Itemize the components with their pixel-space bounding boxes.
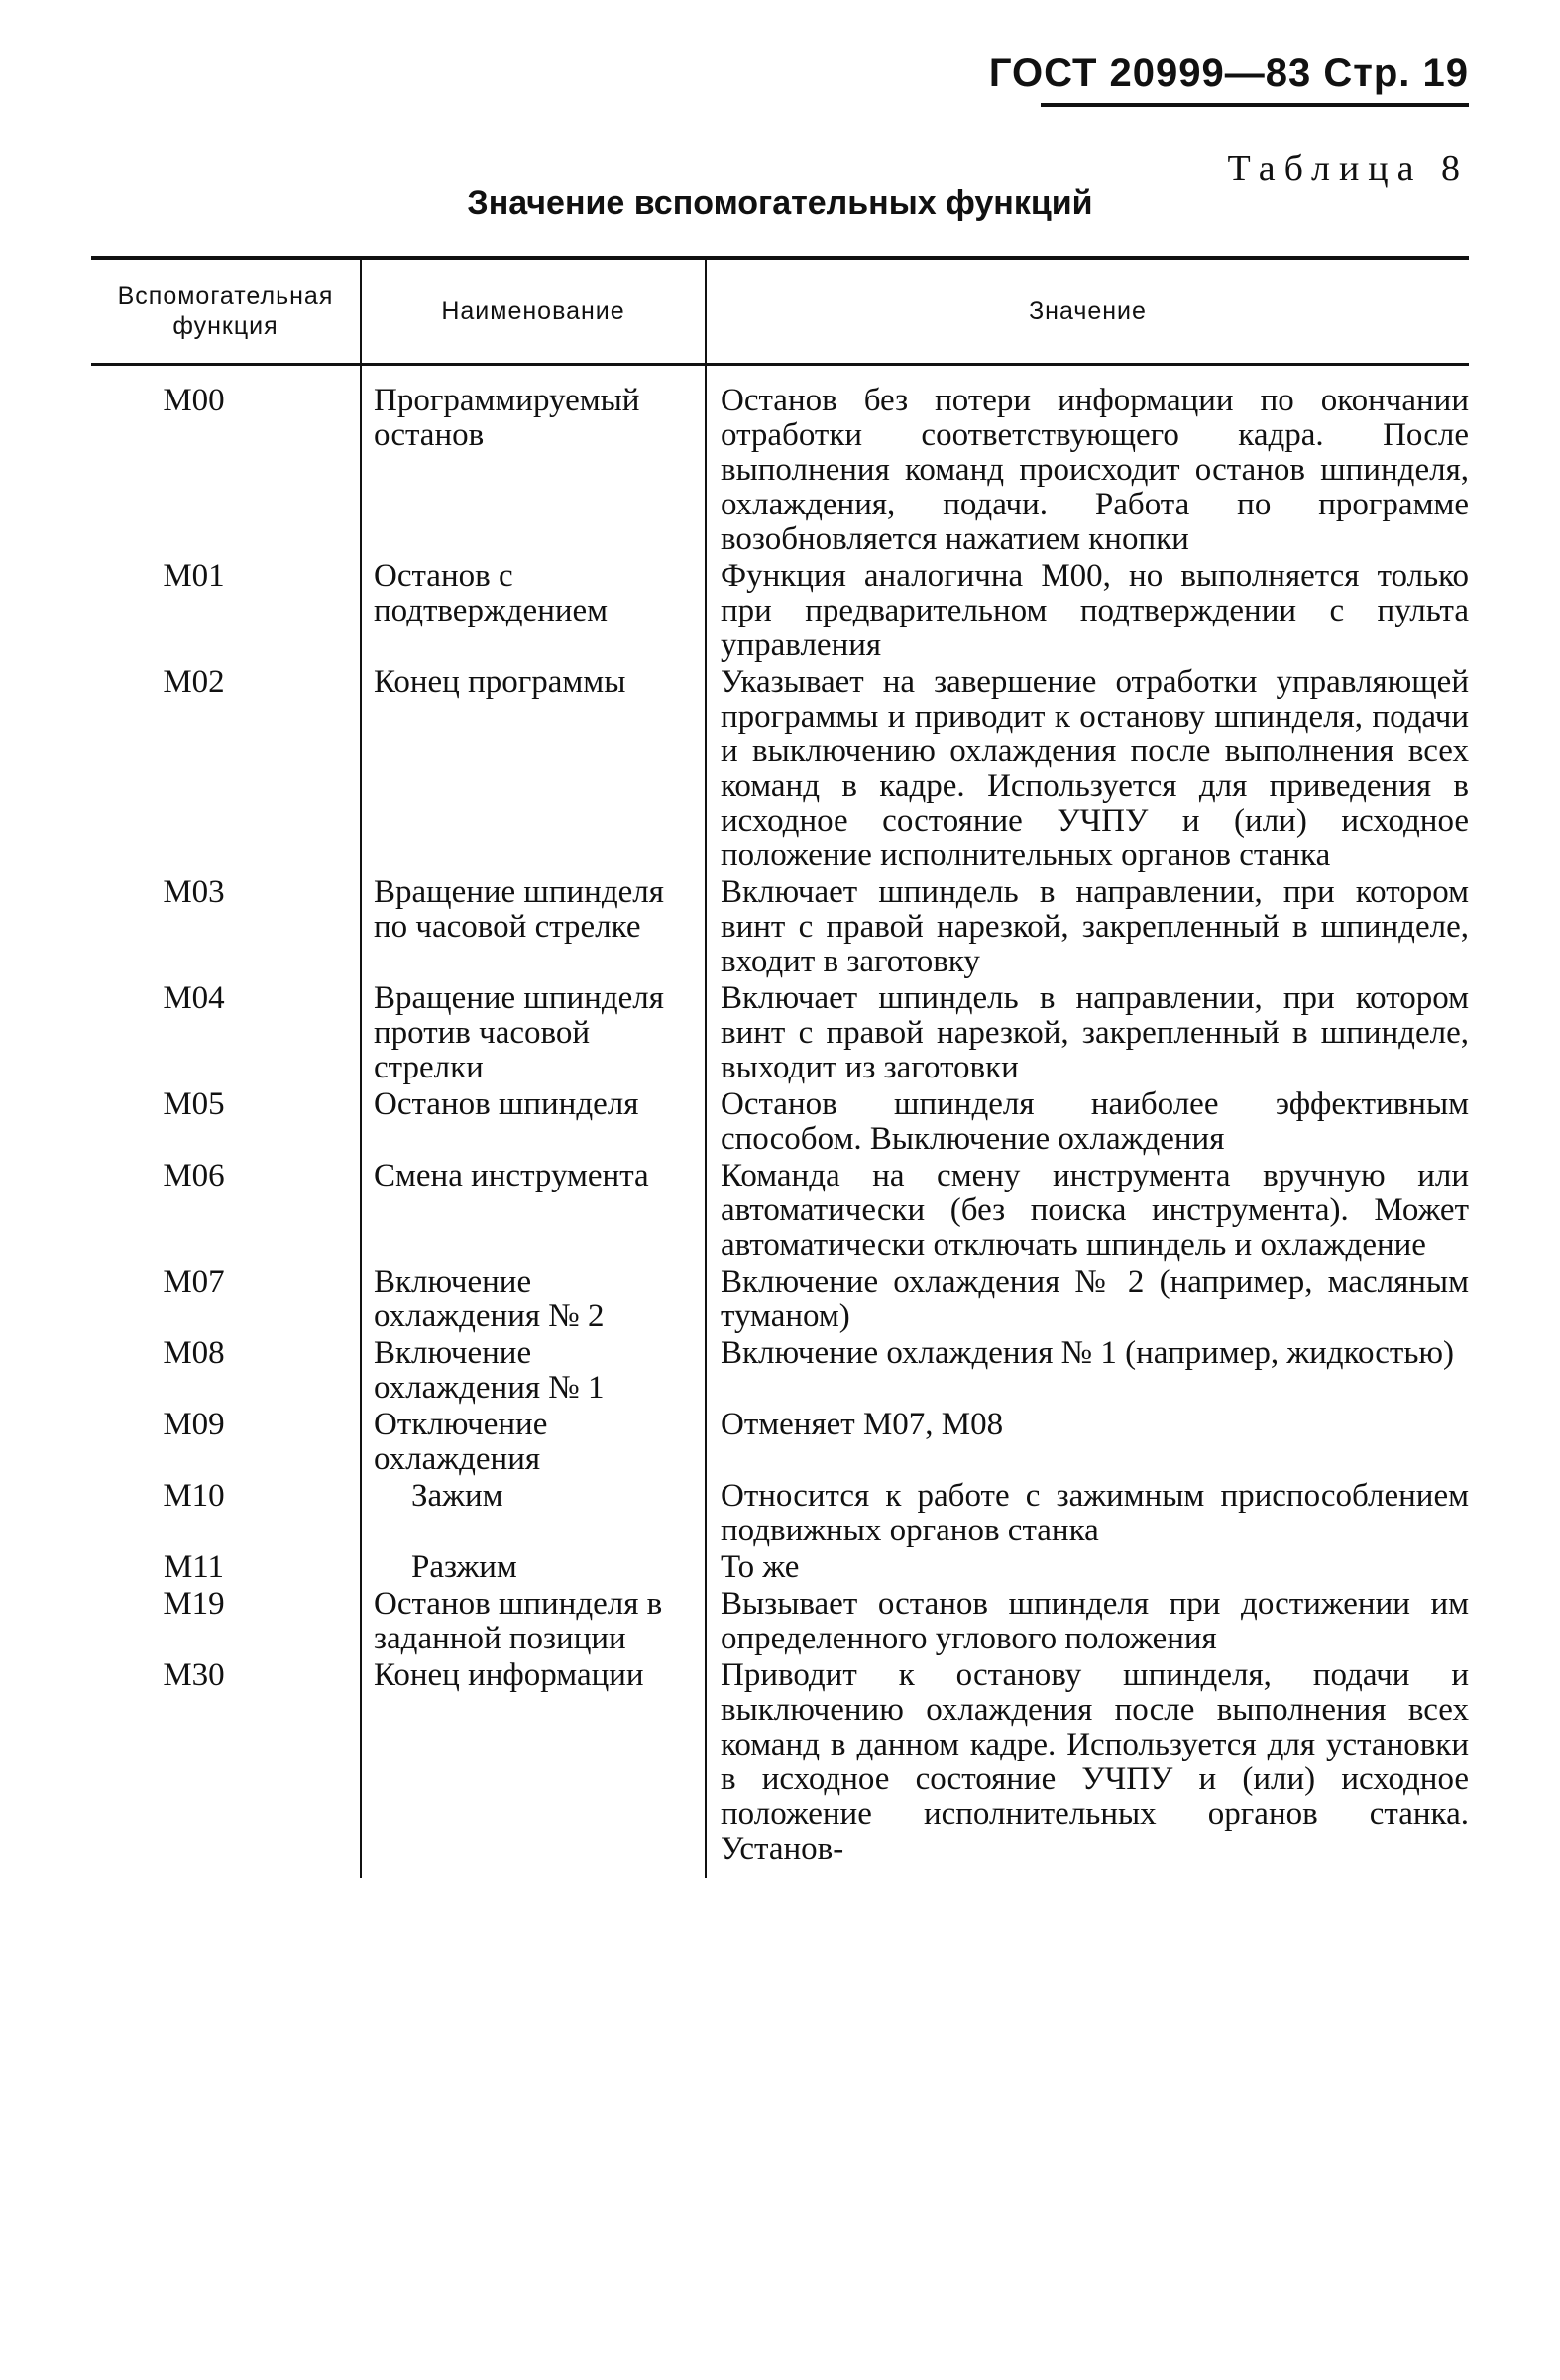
function-code: М06 xyxy=(163,1158,225,1193)
spacer-cell xyxy=(361,1869,706,1878)
function-meaning: Останов без потери информации по окончании отработки соответствующего кадра. После выполнения команд происходит останов шпинделя, охлаждения, подачи. Работа по программе возобновляется нажатием кнопки xyxy=(706,365,1469,560)
function-name: Зажим xyxy=(361,1479,706,1550)
function-code: М30 xyxy=(163,1657,225,1693)
table-bottom-spacer xyxy=(91,1869,1469,1878)
function-meaning: То же xyxy=(706,1550,1469,1587)
function-meaning: Включение охлаждения № 2 (например, масляным туманом) xyxy=(706,1265,1469,1336)
table-row xyxy=(91,981,1469,1087)
function-name: Вращение шпинделя против часовой стрелки xyxy=(361,981,706,1087)
function-code: М09 xyxy=(163,1407,225,1442)
table-row xyxy=(91,1336,1469,1408)
function-name: Конец информации xyxy=(361,1658,706,1869)
function-meaning: Указывает на завершение отработки управляющей программы и приводит к останову шпинделя, подачи и выключению охлаждения после выполнения всех команд в кадре. Используется для приведения в исходное состояние УЧПУ и (или) исходное положение исполнительных органов станка xyxy=(706,665,1469,875)
table-row xyxy=(91,875,1469,981)
function-name: Конец программы xyxy=(361,665,706,875)
function-meaning: Отменяет М07, М08 xyxy=(706,1408,1469,1479)
function-meaning: Относится к работе с зажимным приспособлением подвижных органов станка xyxy=(706,1479,1469,1550)
function-meaning: Приводит к останову шпинделя, подачи и выключению охлаждения после выполнения всех команд в данном кадре. Используется для установки в исходное состояние УЧПУ и (или) исходное положение исполнительных органов станка. Установ- xyxy=(706,1658,1469,1869)
function-code: М04 xyxy=(163,980,225,1016)
table-row xyxy=(91,365,1469,560)
function-code: М01 xyxy=(163,558,225,594)
function-meaning: Включение охлаждения № 1 (например, жидкостью) xyxy=(706,1336,1469,1408)
table-title: Значение вспомогательных функций xyxy=(467,184,1093,222)
table-row xyxy=(91,1408,1469,1479)
function-name: Останов шпинделя xyxy=(361,1087,706,1159)
table-row xyxy=(91,1087,1469,1159)
function-code: М03 xyxy=(163,874,225,910)
function-meaning: Останов шпинделя наиболее эффективным способом. Выключение охлаждения xyxy=(706,1087,1469,1159)
table-label: Таблица 8 xyxy=(1227,148,1469,189)
column-header-meaning: Значение xyxy=(706,260,1469,365)
table-header-row xyxy=(91,260,1469,365)
function-name: Программируемый останов xyxy=(361,365,706,560)
function-code: М08 xyxy=(163,1335,225,1371)
function-name: Смена инструмента xyxy=(361,1159,706,1265)
function-name: Отключение охлаждения xyxy=(361,1408,706,1479)
table-row xyxy=(91,1265,1469,1336)
table-row xyxy=(91,665,1469,875)
running-head: ГОСТ 20999—83 Стр. 19 xyxy=(988,52,1469,95)
function-code: М02 xyxy=(163,664,225,700)
function-meaning: Включает шпиндель в направлении, при котором винт с правой нарезкой, закрепленный в шпинделе, входит в заготовку xyxy=(706,875,1469,981)
spacer-cell xyxy=(91,1869,361,1878)
function-code: М11 xyxy=(163,1549,225,1585)
function-code: М19 xyxy=(163,1586,225,1622)
functions-table-wrapper xyxy=(91,256,1469,1878)
column-header-function: Вспомогательная функция xyxy=(91,260,361,365)
table-row xyxy=(91,1479,1469,1550)
function-meaning: Включает шпиндель в направлении, при котором винт с правой нарезкой, закрепленный в шпинделе, выходит из заготовки xyxy=(706,981,1469,1087)
table-row xyxy=(91,1658,1469,1869)
table-row xyxy=(91,1159,1469,1265)
function-meaning: Вызывает останов шпинделя при достижении им определенного углового положения xyxy=(706,1587,1469,1658)
function-code: М00 xyxy=(163,383,225,418)
function-code: М05 xyxy=(163,1086,225,1122)
function-name: Останов с подтверждением xyxy=(361,559,706,665)
function-meaning: Команда на смену инструмента вручную или автоматически (без поиска инструмента). Может автоматически отключать шпиндель и охлаждение xyxy=(706,1159,1469,1265)
running-head-rule xyxy=(1041,103,1469,107)
function-name: Включение охлаждения № 1 xyxy=(361,1336,706,1408)
function-name: Вращение шпинделя по часовой стрелке xyxy=(361,875,706,981)
function-name: Включение охлаждения № 2 xyxy=(361,1265,706,1336)
table-row xyxy=(91,1550,1469,1587)
function-code: М07 xyxy=(163,1264,225,1300)
function-name: Останов шпинделя в заданной позиции xyxy=(361,1587,706,1658)
function-name: Разжим xyxy=(361,1550,706,1587)
column-header-name: Наименование xyxy=(361,260,706,365)
function-code: М10 xyxy=(163,1478,225,1514)
functions-table xyxy=(91,260,1469,1878)
table-row xyxy=(91,559,1469,665)
spacer-cell xyxy=(706,1869,1469,1878)
table-row xyxy=(91,1587,1469,1658)
function-meaning: Функция аналогична М00, но выполняется только при предварительном подтверждении с пульта управления xyxy=(706,559,1469,665)
